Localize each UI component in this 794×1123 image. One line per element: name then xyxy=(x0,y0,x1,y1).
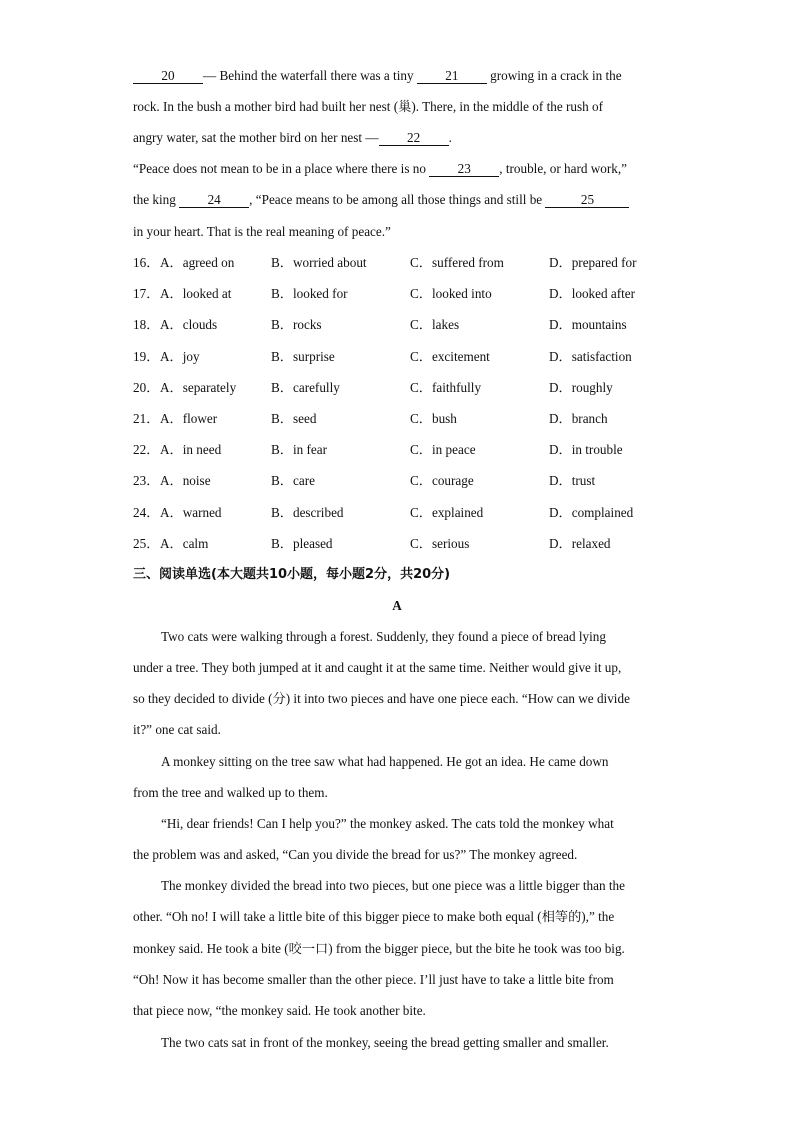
blank-21: 21 xyxy=(417,68,487,84)
passage-line: from the tree and walked up to them. xyxy=(133,785,328,800)
question-number: 22． xyxy=(133,442,160,457)
option-d[interactable]: D．roughly xyxy=(549,380,613,395)
question-row xyxy=(133,535,693,553)
question-number: 24． xyxy=(133,505,160,520)
option-b[interactable]: B．surprise xyxy=(271,349,335,364)
cloze-text: growing in a crack in the xyxy=(490,68,622,83)
cloze-line-1 xyxy=(133,67,622,85)
option-d[interactable]: D．satisfaction xyxy=(549,349,632,364)
passage-label: A xyxy=(392,598,402,613)
cloze-line-3 xyxy=(133,129,452,147)
question-number: 18． xyxy=(133,317,160,332)
option-b[interactable]: B．in fear xyxy=(271,442,328,457)
option-a[interactable]: A．noise xyxy=(160,473,211,488)
passage-line: so they decided to divide (分) it into two pieces and have one piece each. “How can we divide xyxy=(133,691,630,706)
question-row xyxy=(133,472,693,490)
cloze-text: . xyxy=(448,130,452,145)
question-row xyxy=(133,285,693,303)
option-a[interactable]: A．in need xyxy=(160,442,222,457)
cloze-text: , trouble, or hard work,” xyxy=(499,161,628,176)
passage-line: that piece now, “the monkey said. He took another bite. xyxy=(133,1003,426,1018)
option-a[interactable]: A．flower xyxy=(160,411,218,426)
section-heading: 三、阅读单选(本大题共10小题，每小题2分，共20分) xyxy=(133,567,451,582)
option-c[interactable]: C．bush xyxy=(410,411,457,426)
option-c[interactable]: C．lakes xyxy=(410,317,460,332)
question-number: 25． xyxy=(133,536,160,551)
question-number: 16． xyxy=(133,255,160,270)
question-row xyxy=(133,410,693,428)
option-c[interactable]: C．faithfully xyxy=(410,380,482,395)
cloze-line-6: in your heart. That is the real meaning of peace.” xyxy=(133,224,391,239)
question-row xyxy=(133,254,693,272)
blank-20: 20 xyxy=(133,68,203,84)
option-b[interactable]: B．care xyxy=(271,473,315,488)
option-b[interactable]: B．looked for xyxy=(271,286,348,301)
option-a[interactable]: A．separately xyxy=(160,380,237,395)
question-number: 19． xyxy=(133,349,160,364)
option-d[interactable]: D．mountains xyxy=(549,317,627,332)
option-b[interactable]: B．pleased xyxy=(271,536,333,551)
option-a[interactable]: A．looked at xyxy=(160,286,232,301)
passage-line: other. “Oh no! I will take a little bite of this bigger piece to make both equal (相等的),” the xyxy=(133,909,615,924)
cloze-line-4 xyxy=(133,160,627,178)
blank-24: 24 xyxy=(179,192,249,208)
cloze-text: , “Peace means to be among all those things and still be xyxy=(249,192,543,207)
passage-line: “Hi, dear friends! Can I help you?” the monkey asked. The cats told the monkey what xyxy=(161,816,614,831)
passage-line: The two cats sat in front of the monkey, seeing the bread getting smaller and smaller. xyxy=(161,1035,609,1050)
option-c[interactable]: C．courage xyxy=(410,473,474,488)
question-number: 20． xyxy=(133,380,160,395)
question-row xyxy=(133,316,693,334)
option-a[interactable]: A．clouds xyxy=(160,317,218,332)
option-d[interactable]: D．looked after xyxy=(549,286,636,301)
option-b[interactable]: B．rocks xyxy=(271,317,322,332)
question-number: 17． xyxy=(133,286,160,301)
option-d[interactable]: D．in trouble xyxy=(549,442,623,457)
passage-line: under a tree. They both jumped at it and caught it at the same time. Neither would give it up, xyxy=(133,660,622,675)
option-c[interactable]: C．explained xyxy=(410,505,484,520)
option-a[interactable]: A．agreed on xyxy=(160,255,235,270)
option-b[interactable]: B．seed xyxy=(271,411,317,426)
cloze-line-5 xyxy=(133,191,629,209)
question-row xyxy=(133,441,693,459)
passage-line: Two cats were walking through a forest. Suddenly, they found a piece of bread lying xyxy=(161,629,606,644)
blank-22: 22 xyxy=(379,130,449,146)
option-b[interactable]: B．carefully xyxy=(271,380,340,395)
passage-line: A monkey sitting on the tree saw what had happened. He got an idea. He came down xyxy=(161,754,609,769)
question-number: 23． xyxy=(133,473,160,488)
cloze-text: angry water, sat the mother bird on her nest — xyxy=(133,130,379,145)
option-c[interactable]: C．excitement xyxy=(410,349,490,364)
cloze-line-2: rock. In the bush a mother bird had built her nest (巢). There, in the middle of the rush of xyxy=(133,99,603,114)
cloze-text: “Peace does not mean to be in a place where there is no xyxy=(133,161,426,176)
passage-line: “Oh! Now it has become smaller than the other piece. I’ll just have to take a little bite from xyxy=(133,972,614,987)
option-c[interactable]: C．serious xyxy=(410,536,470,551)
question-number: 21． xyxy=(133,411,160,426)
option-b[interactable]: B．described xyxy=(271,505,344,520)
passage-line: monkey said. He took a bite (咬一口) from the bigger piece, but the bite he took was too big. xyxy=(133,941,625,956)
option-d[interactable]: D．complained xyxy=(549,505,634,520)
option-a[interactable]: A．warned xyxy=(160,505,222,520)
option-d[interactable]: D．relaxed xyxy=(549,536,611,551)
option-c[interactable]: C．looked into xyxy=(410,286,492,301)
question-row xyxy=(133,504,693,522)
passage-line: the problem was and asked, “Can you divide the bread for us?” The monkey agreed. xyxy=(133,847,578,862)
passage-line: The monkey divided the bread into two pieces, but one piece was a little bigger than the xyxy=(161,878,625,893)
option-d[interactable]: D．branch xyxy=(549,411,608,426)
passage-line: it?” one cat said. xyxy=(133,722,221,737)
cloze-text: the king xyxy=(133,192,176,207)
option-c[interactable]: C．in peace xyxy=(410,442,476,457)
cloze-text: — Behind the waterfall there was a tiny xyxy=(203,68,414,83)
option-a[interactable]: A．joy xyxy=(160,349,200,364)
option-c[interactable]: C．suffered from xyxy=(410,255,504,270)
blank-23: 23 xyxy=(429,161,499,177)
option-d[interactable]: D．prepared for xyxy=(549,255,637,270)
option-d[interactable]: D．trust xyxy=(549,473,596,488)
blank-25: 25 xyxy=(545,192,629,208)
option-a[interactable]: A．calm xyxy=(160,536,209,551)
question-row xyxy=(133,379,693,397)
option-b[interactable]: B．worried about xyxy=(271,255,367,270)
question-row xyxy=(133,348,693,366)
